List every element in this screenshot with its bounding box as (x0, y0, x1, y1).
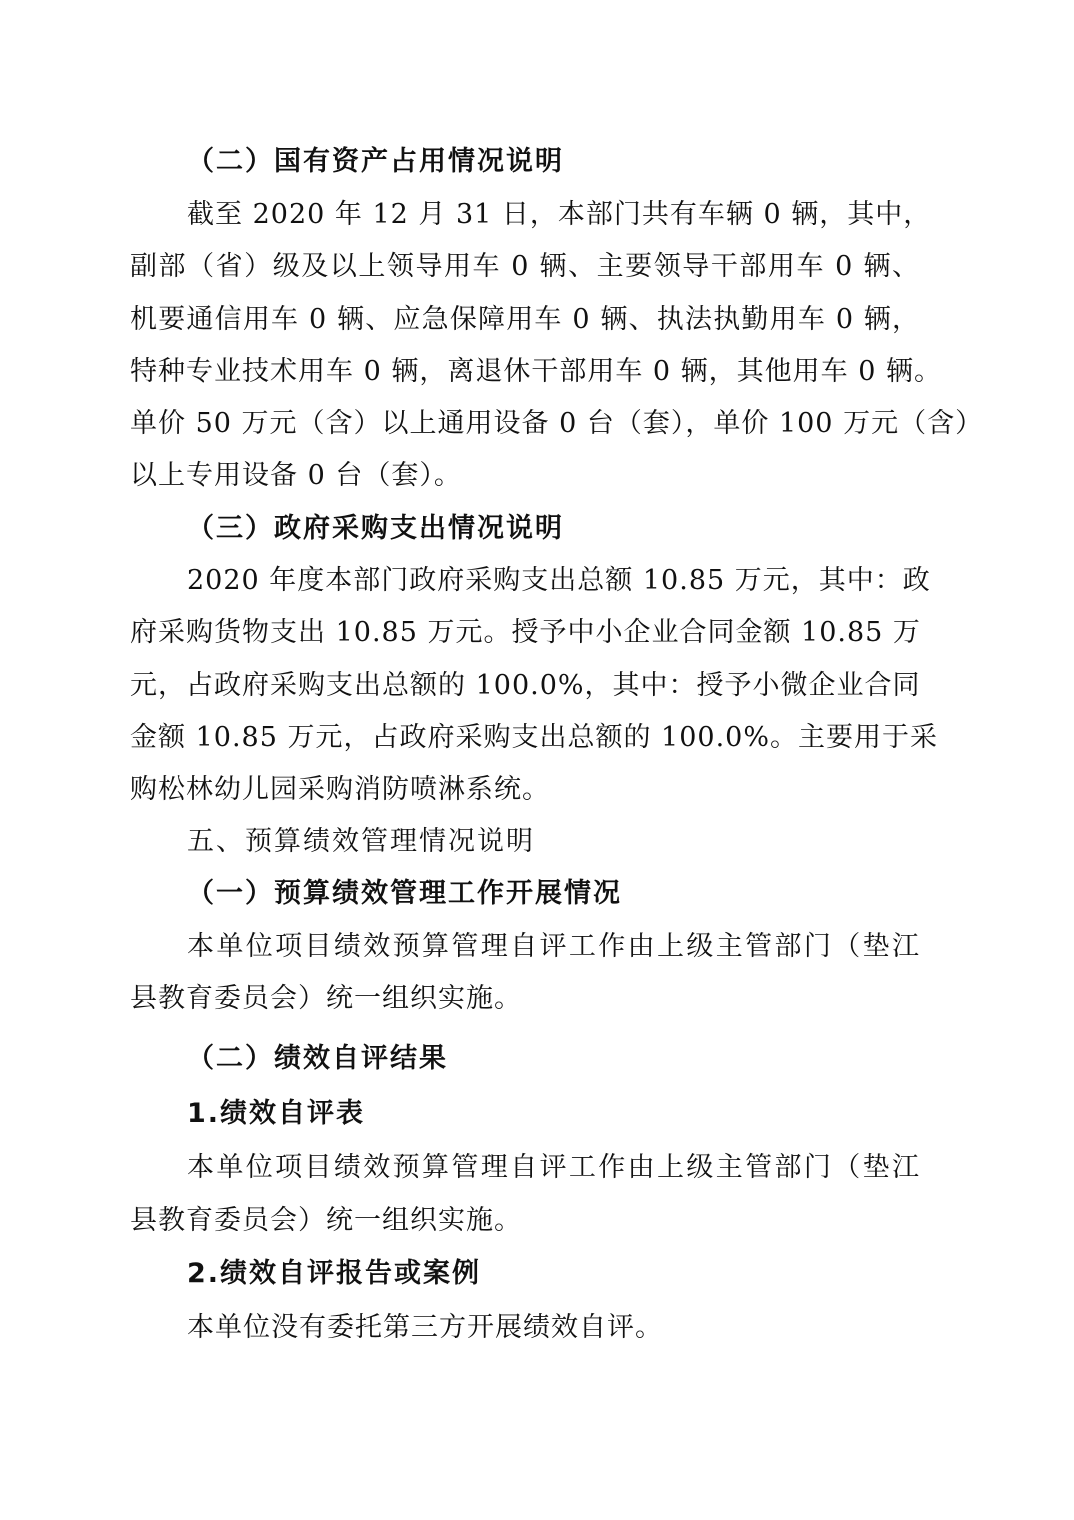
paragraph-line: 县教育委员会）统一组织实施。 (130, 1205, 522, 1236)
paragraph-line: 本单位项目绩效预算管理自评工作由上级主管部门（垫江 (187, 931, 920, 962)
paragraph-line: 府采购货物支出 10.85 万元。授予中小企业合同金额 10.85 万 (130, 617, 921, 648)
paragraph-line: 2020 年度本部门政府采购支出总额 10.85 万元，其中：政 (187, 565, 931, 596)
paragraph-line: 单价 50 万元（含）以上通用设备 0 台（套），单价 100 万元（含） (130, 408, 984, 439)
paragraph-line: 金额 10.85 万元，占政府采购支出总额的 100.0%。主要用于采 (130, 722, 938, 753)
paragraph-line: 购松林幼儿园采购消防喷淋系统。 (130, 774, 550, 805)
section-heading-self-eval: （二）绩效自评结果 (187, 1043, 448, 1074)
section-heading-assets: （二）国有资产占用情况说明 (187, 146, 564, 177)
section-heading-performance-work: （一）预算绩效管理工作开展情况 (187, 878, 622, 909)
paragraph-line: 机要通信用车 0 辆、应急保障用车 0 辆、执法执勤用车 0 辆， (130, 304, 920, 335)
paragraph-line: 本单位项目绩效预算管理自评工作由上级主管部门（垫江 (187, 1152, 920, 1183)
paragraph-line: 县教育委员会）统一组织实施。 (130, 983, 522, 1014)
section-heading-procurement: （三）政府采购支出情况说明 (187, 513, 564, 544)
paragraph-line: 元，占政府采购支出总额的 100.0%，其中：授予小微企业合同 (130, 670, 921, 701)
paragraph-line: 本单位没有委托第三方开展绩效自评。 (187, 1312, 663, 1343)
paragraph-line: 以上专用设备 0 台（套）。 (130, 460, 462, 491)
paragraph-line: 副部（省）级及以上领导用车 0 辆、主要领导干部用车 0 辆、 (130, 251, 920, 282)
paragraph-line: 截至 2020 年 12 月 31 日，本部门共有车辆 0 辆，其中， (187, 199, 932, 230)
subsection-heading-eval-table: 1.绩效自评表 (187, 1098, 366, 1129)
subsection-heading-eval-report: 2.绩效自评报告或案例 (187, 1258, 482, 1289)
paragraph-line: 特种专业技术用车 0 辆，离退休干部用车 0 辆，其他用车 0 辆。 (130, 356, 943, 387)
chapter-heading-performance: 五、预算绩效管理情况说明 (187, 826, 535, 857)
